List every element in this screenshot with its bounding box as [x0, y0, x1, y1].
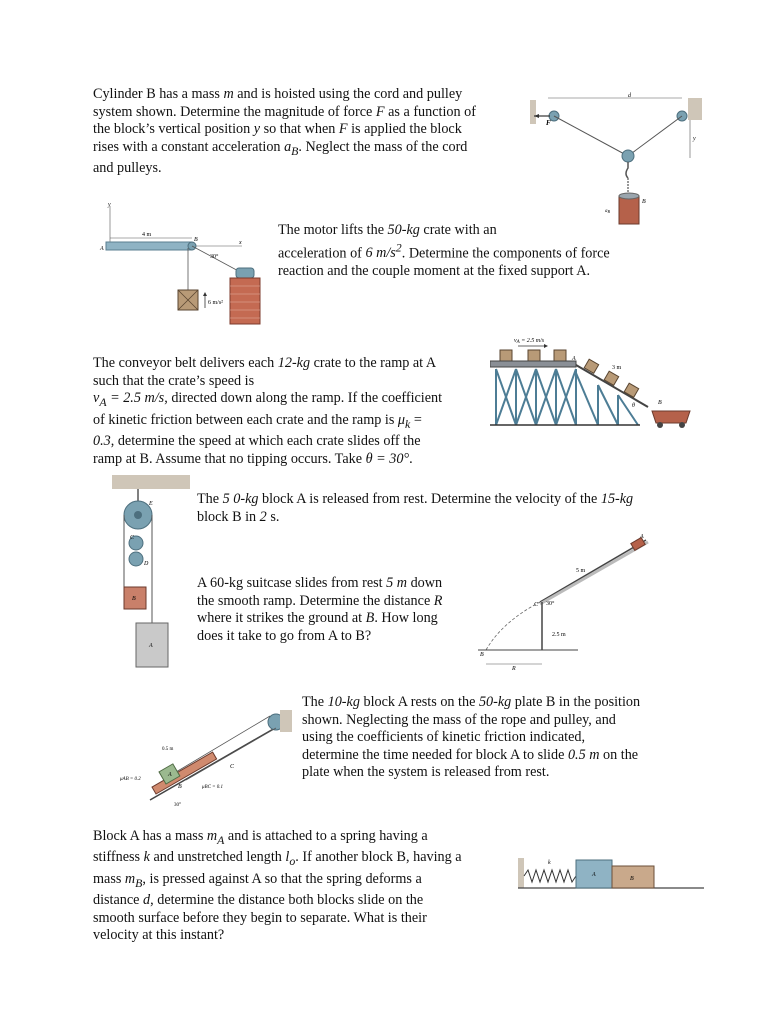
label-B: B	[132, 596, 136, 602]
ramp	[540, 540, 646, 602]
left-support	[530, 100, 536, 124]
label-muBC: μBC = 0.1	[202, 785, 224, 790]
label-B: B	[658, 400, 662, 406]
label-A: A	[572, 356, 576, 362]
conveyor-belt	[490, 361, 576, 367]
pulley-support	[280, 710, 292, 732]
problem-6-line: The 10-kg block A rests on the 50-kg plate B in the position	[302, 694, 641, 710]
problem-4-text	[197, 491, 633, 526]
label-angle: 30°	[210, 254, 219, 260]
problem-3-line: $v_A = 2.5$ m/s, directed down along the ramp. If the coefficient	[93, 390, 443, 410]
figure-motor-crate	[92, 198, 272, 328]
problem-3-line: 0.3, determine the speed at which each crate slides off the	[93, 433, 421, 450]
problem-1-line: and pulleys.	[93, 160, 162, 177]
label-vA: vA = 2.5 m/s	[514, 338, 545, 345]
problem-1-line: system shown. Determine the magnitude of force F as a function of	[93, 103, 476, 120]
problem-3-line: ramp at B. Assume that no tipping occurs. Take θ = 30°.	[93, 450, 413, 467]
problem-3-line: The conveyor belt delivers each 12-kg crate to the ramp at A	[93, 355, 437, 371]
problem-6-line: determine the time needed for block A to slide 0.5 m on the	[302, 746, 639, 763]
spring	[524, 870, 576, 882]
problem-4-line: block B in 2 s.	[197, 508, 280, 525]
label-D: D	[144, 561, 149, 567]
problem-5-text	[197, 575, 442, 645]
label-A: A	[592, 872, 596, 878]
problem-1-text	[93, 86, 476, 178]
label-R: R	[512, 666, 516, 672]
label-C: C	[534, 602, 539, 608]
label-A: A	[149, 643, 153, 649]
label-B: B	[642, 199, 646, 205]
figure-block-plate-incline	[120, 708, 296, 808]
wall	[518, 858, 524, 888]
problem-7-text	[93, 828, 462, 945]
crate	[528, 350, 540, 361]
problem-5-line: where it strikes the ground at B. How long	[197, 610, 438, 627]
cylinder-B	[619, 196, 639, 224]
problem-1-line: Cylinder B has a mass m and is hoisted using the cord and pulley	[93, 86, 463, 102]
beam	[106, 242, 192, 250]
problem-4-line: The 5 0-kg block A is released from rest. Determine the velocity of the 15-kg	[197, 491, 634, 507]
problem-5-line: A 60-kg suitcase slides from rest 5 m down	[197, 575, 443, 591]
figure-cylinder-pulley	[530, 88, 705, 240]
label-A: A	[168, 772, 172, 778]
figure-suitcase-ramp	[478, 532, 662, 672]
problem-3-text	[93, 355, 442, 468]
crate	[554, 350, 566, 361]
label-aB: $a_B$	[605, 209, 610, 214]
problem-2-line: acceleration of 6 $m/s^2$. Determine the components of force	[278, 240, 610, 262]
label-theta: θ	[632, 403, 635, 409]
cart	[652, 411, 690, 423]
label-height: 2.5 m	[552, 632, 566, 638]
problem-7-line: distance d, determine the distance both blocks slide on the	[93, 892, 424, 909]
figure-spring-blocks	[518, 848, 704, 896]
label-B: B	[194, 237, 198, 243]
figure-pulley-blocks	[112, 475, 190, 670]
label-y: y	[693, 136, 696, 142]
label-x: x	[239, 240, 242, 246]
label-muAB: μAB = 0.2	[120, 777, 141, 782]
brick-pillar	[230, 278, 260, 324]
problem-5-line: does it take to go from A to B?	[197, 627, 372, 644]
problem-1-line: the block’s vertical position y so that when F is applied the block	[93, 121, 462, 138]
moving-pulley	[622, 150, 634, 162]
problem-7-line: Block A has a mass $m_A$ and is attached to a spring having a	[93, 828, 428, 847]
right-support	[688, 98, 702, 120]
label-E: E	[149, 501, 153, 507]
label-dist: 5 m	[576, 568, 586, 574]
label-angle: 30°	[174, 803, 181, 808]
label-C: C	[130, 535, 135, 541]
problem-3-line: of kinetic friction between each crate and the ramp is $\mu_k$ =	[93, 411, 422, 431]
label-angle: 30°	[546, 601, 555, 607]
label-dist: 0.5 m	[162, 747, 174, 752]
label-dist: 4 m	[142, 232, 152, 238]
problem-6-line: plate when the system is released from rest.	[302, 764, 550, 781]
crate	[500, 350, 512, 361]
label-B: B	[178, 784, 182, 790]
label-accel: 6 m/s²	[208, 300, 223, 306]
problem-7-line: mass $m_B$, is pressed against A so that the spring deforms a	[93, 870, 422, 890]
problem-7-line: stiffness k and unstretched length $l_o$. If another block B, having a	[93, 849, 462, 869]
pulley-D	[129, 552, 143, 566]
label-k: k	[548, 860, 551, 866]
label-A: A	[640, 534, 644, 540]
problem-2-line: reaction and the couple moment at the fixed support A.	[278, 262, 591, 279]
problem-7-line: smooth surface before they begin to separate. What is their	[93, 909, 427, 926]
label-dist: 3 m	[612, 365, 622, 371]
label-B: B	[480, 652, 484, 658]
label-F: F	[546, 119, 551, 127]
problem-6-text	[302, 694, 640, 782]
problem-5-line: the smooth ramp. Determine the distance R	[197, 592, 443, 609]
problem-7-line: velocity at this instant?	[93, 927, 225, 944]
problem-1-line: rises with a constant acceleration $a_B$. Neglect the mass of the cord	[93, 138, 468, 158]
trajectory	[486, 602, 540, 650]
problem-6-line: using the coefficients of kinetic friction indicated,	[302, 729, 586, 746]
ceiling	[112, 475, 190, 489]
motor	[236, 268, 254, 278]
problem-3-line: such that the crate’s speed is	[93, 372, 255, 389]
label-y: y	[108, 202, 111, 208]
label-d: d	[628, 93, 631, 99]
problem-2-line: The motor lifts the 50-kg crate with an	[278, 222, 497, 238]
label-C: C	[230, 764, 235, 770]
label-B: B	[630, 876, 634, 882]
problem-6-line: shown. Neglecting the mass of the rope and pulley, and	[302, 711, 616, 728]
figure-conveyor-ramp	[490, 333, 702, 433]
label-A: A	[100, 246, 104, 252]
